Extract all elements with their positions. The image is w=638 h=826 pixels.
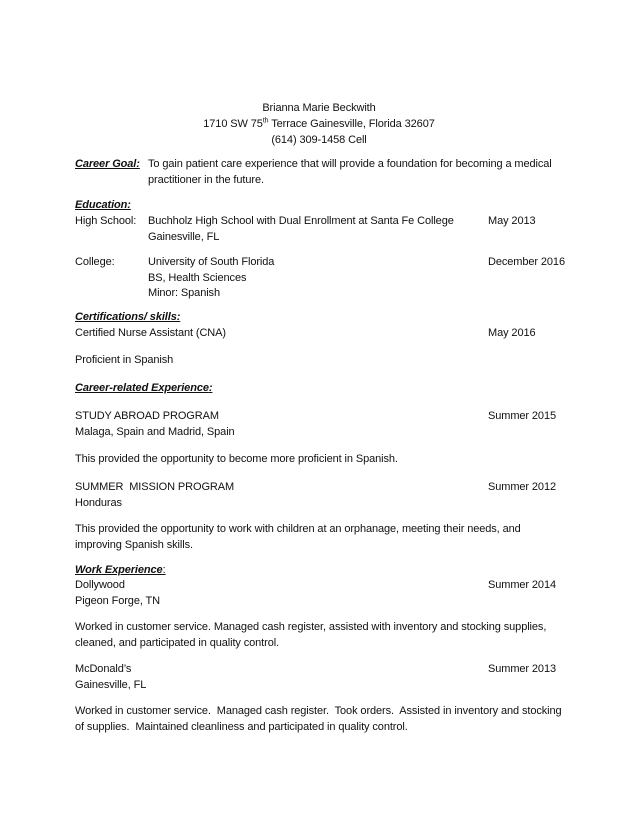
college-name: University of South Florida bbox=[148, 256, 275, 268]
work-experience-heading-row bbox=[75, 563, 565, 579]
career-goal-section bbox=[75, 157, 565, 189]
study-abroad-description: This provided the opportunity to become more proficient in Spanish. bbox=[75, 453, 398, 465]
high-school-name: Buchholz High School with Dual Enrollment at Santa Fe College bbox=[148, 215, 454, 227]
mission-description: This provided the opportunity to work with children at an orphanage, meeting their needs, and improving Spanish skills. bbox=[75, 523, 521, 551]
dollywood-description: Worked in customer service. Managed cash register, assisted with inventory and stocking supplies, cleaned, and participated in quality control. bbox=[75, 621, 547, 649]
high-school-label: High School: bbox=[75, 215, 137, 227]
dollywood-location: Pigeon Forge, TN bbox=[75, 594, 161, 607]
mcdonalds-entry bbox=[75, 662, 565, 694]
applicant-name: Brianna Marie Beckwith bbox=[262, 102, 376, 114]
resume-header bbox=[0, 100, 638, 148]
work-experience-heading-text: Work Experience bbox=[75, 564, 163, 576]
mission-location: Honduras bbox=[75, 496, 122, 509]
certifications-heading-row bbox=[75, 310, 565, 326]
mcdonalds-name: McDonald’s bbox=[75, 663, 132, 675]
mcdonalds-location: Gainesville, FL bbox=[75, 678, 147, 691]
applicant-phone: (614) 309-1458 Cell bbox=[271, 134, 367, 146]
career-goal-label: Career Goal: bbox=[75, 158, 140, 170]
dollywood-name: Dollywood bbox=[75, 579, 125, 591]
certification-cna bbox=[75, 326, 565, 342]
work-experience-heading-colon: : bbox=[162, 564, 166, 576]
mcdonalds-description: Worked in customer service. Managed cash register. Took orders. Assisted in inventory and stocking of supplies. Maintained cleanliness and participated in quality control. bbox=[75, 705, 565, 733]
education-heading-row bbox=[75, 198, 565, 214]
college-label: College: bbox=[75, 256, 115, 268]
dollywood-description-row bbox=[75, 620, 565, 652]
career-experience-heading-colon: : bbox=[208, 382, 213, 394]
dollywood-entry bbox=[75, 578, 565, 610]
mission-entry bbox=[75, 480, 565, 512]
mission-description-row bbox=[75, 522, 565, 554]
work-experience-heading bbox=[75, 563, 166, 579]
address-ordinal-suffix: th bbox=[262, 117, 269, 125]
study-abroad-location: Malaga, Spain and Madrid, Spain bbox=[75, 425, 235, 438]
career-experience-heading bbox=[75, 381, 212, 397]
high-school-location: Gainesville, FL bbox=[148, 230, 220, 243]
career-experience-heading-text: Career-related Experience bbox=[75, 382, 209, 394]
career-goal-text: To gain patient care experience that will provide a foundation for becoming a medical practitioner in the future. bbox=[148, 158, 552, 186]
education-high-school bbox=[75, 214, 565, 246]
study-abroad-date: Summer 2015 bbox=[488, 410, 556, 422]
mcdonalds-date: Summer 2013 bbox=[488, 663, 556, 675]
address-remainder: Terrace Gainesville, Florida 32607 bbox=[268, 118, 435, 130]
applicant-address bbox=[0, 116, 638, 132]
mission-date: Summer 2012 bbox=[488, 481, 556, 493]
study-abroad-description-row bbox=[75, 452, 565, 468]
education-heading: Education: bbox=[75, 199, 131, 211]
college-degree: BS, Health Sciences bbox=[148, 271, 247, 284]
cna-text: Certified Nurse Assistant (CNA) bbox=[75, 327, 226, 339]
address-street-number: 1710 SW 75 bbox=[203, 118, 263, 130]
college-minor: Minor: Spanish bbox=[148, 287, 220, 299]
career-experience-heading-row bbox=[75, 381, 565, 397]
spanish-skill-text: Proficient in Spanish bbox=[75, 354, 174, 366]
dollywood-date: Summer 2014 bbox=[488, 579, 556, 591]
college-date: December 2016 bbox=[488, 256, 565, 268]
skill-spanish bbox=[75, 353, 565, 369]
high-school-date: May 2013 bbox=[488, 215, 536, 227]
mcdonalds-description-row bbox=[75, 704, 565, 736]
study-abroad-entry bbox=[75, 409, 565, 441]
study-abroad-title: STUDY ABROAD PROGRAM bbox=[75, 410, 219, 422]
certifications-heading: Certifications/ skills: bbox=[75, 311, 181, 323]
cna-date: May 2016 bbox=[488, 327, 536, 339]
education-college bbox=[75, 255, 565, 303]
mission-title: SUMMER MISSION PROGRAM bbox=[75, 481, 235, 493]
